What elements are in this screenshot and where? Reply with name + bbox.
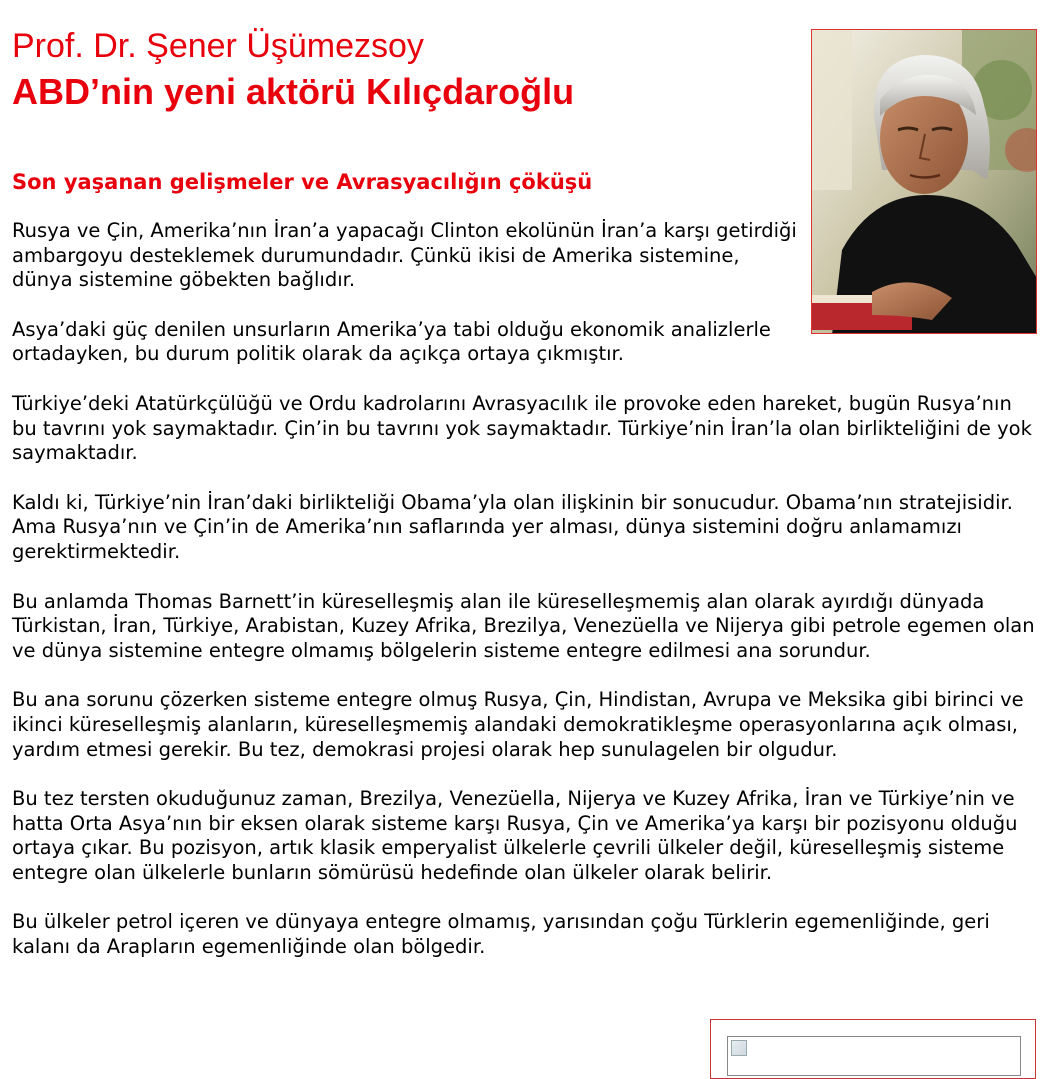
paragraph-1: Rusya ve Çin, Amerika’nın İran’a yapacağı Clinton ekolünün İran’a karşı getirdiği ambargoyu desteklemek durumundadır. Çünkü ikisi de Amerika sistemine, dünya sistemine göbekten bağlıdır. [12,219,797,292]
broken-image-icon [731,1040,747,1056]
paragraph-4: Kaldı ki, Türkiye’nin İran’daki birlikteliği Obama’yla olan ilişkinin bir sonucudur. Obama’nın stratejisidir. Ama Rusya’nın ve Çin’in de Amerika’nın saflarında yer alması, dünya sistemini doğru anlamamızı gerektirmektedir. [12,490,1013,563]
article-body [12,219,1038,985]
author-name: Prof. Dr. Şener Üşümezsoy [12,27,424,65]
article-title: ABD’nin yeni aktörü Kılıçdaroğlu [12,71,575,112]
paragraph-8: Bu ülkeler petrol içeren ve dünyaya entegre olmamış, yarısından çoğu Türklerin egemenliğinde, geri kalanı da Arapların egemenliğinde olan bölgedir. [12,910,990,959]
paragraph-3: Türkiye’deki Atatürkçülüğü ve Ordu kadrolarını Avrasyacılık ile provoke eden hareket, bugün Rusya’nın bu tavrını yok saymaktadır. Çin’in bu tavrını yok saymaktadır. Türkiye’nin İran’la olan birlikteliğini de yok saymaktadır. [12,391,1032,465]
paragraph-7: Bu tez tersten okuduğunuz zaman, Brezilya, Venezüella, Nijerya ve Kuzey Afrika, İran ve Türkiye’nin ve hatta Orta Asya’nın bir eksen olarak sisteme karşı Rusya, Çin ve Amerika’ya karşı bir pozisyonu olduğu ortaya çıkar. Bu pozisyon, artık klasik emperyalist ülkelerle çevrili ülkeler değil, küreselleşmiş sisteme entegre olan ülkelerle bunların sömürüsü hedefinde olan ülkeler olarak belirir. [12,787,1018,884]
article-subtitle: Son yaşanan gelişmeler ve Avrasyacılığın çöküşü [12,170,593,194]
paragraph-5: Bu anlamda Thomas Barnett’in küreselleşmiş alan ile küreselleşmemiş alan olarak ayırdığı dünyada Türkistan, İran, Türkiye, Arabistan, Kuzey Afrika, Brezilya, Venezüella ve Nijerya gibi petrole egemen olan ve dünya sistemine entegre olmamış bölgelerin sisteme entegre edilmesi ana sorundur. [12,589,1035,662]
paragraph-6: Bu ana sorunu çözerken sisteme entegre olmuş Rusya, Çin, Hindistan, Avrupa ve Meksika gibi birinci ve ikinci küreselleşmiş alanların, küreselleşmemiş alandaki demokratikleşme operasyonlarına açık olması, yardım etmesi gerekir. Bu tez, demokrasi projesi olarak hep sunulagelen bir olgudur. [12,688,1024,761]
broken-image-placeholder[interactable] [727,1036,1021,1076]
embedded-image-frame [710,1019,1036,1079]
paragraph-2: Asya’daki güç denilen unsurların Amerika’ya tabi olduğu ekonomik analizlerle ortadayken, bu durum politik olarak da açıkça ortaya çıkmıştır. [12,317,771,366]
